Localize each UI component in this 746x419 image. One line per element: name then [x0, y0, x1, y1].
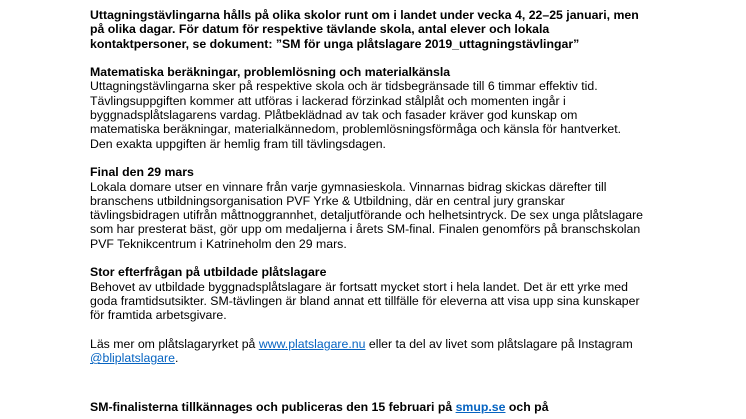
intro-paragraph — [90, 8, 730, 51]
section-math — [90, 65, 730, 151]
intro-line: Uttagningstävlingarna hålls på olika skolor runt om i landet under vecka 4, 22–25 januari, men — [90, 8, 639, 22]
instagram-link[interactable]: @bliplatslagare — [90, 351, 175, 366]
smup-link[interactable]: smup.se — [455, 400, 506, 414]
paragraph-line: för framtida arbetsgivare. — [90, 308, 227, 323]
announcement-prefix: SM-finalisterna tillkännages och publiceras den 15 februari på — [90, 400, 456, 414]
platslagare-link[interactable]: www.platslagare.nu — [258, 336, 366, 351]
section-heading: Final den 29 mars — [90, 165, 194, 180]
paragraph-line: Den exakta uppgiften är hemlig fram till tävlingsdagen. — [90, 136, 386, 151]
intro-line: kontaktpersoner, se dokument: ”SM för unga plåtslagare 2019_uttagningstävlingar” — [90, 36, 580, 51]
section-demand — [90, 265, 730, 322]
read-more-line — [90, 337, 730, 351]
announcement-line — [90, 400, 730, 414]
paragraph-line: matematiska beräkningar, materialkännedom, problemlösningsförmåga och känsla för hantverket. — [90, 122, 622, 137]
read-more-suffix: . — [174, 351, 179, 366]
read-more-paragraph — [90, 337, 730, 366]
paragraph-line: Tävlingsuppgiften kommer att utföras i lackerad förzinkad stålplåt och momenten ingår i — [90, 93, 566, 108]
paragraph-line: tävlingsbidragen utifrån måttnoggrannhet, detaljutförande och helhetsintryck. De sex unga plåtslagare — [90, 208, 644, 223]
section-heading: Stor efterfrågan på utbildade plåtslagare — [90, 265, 327, 280]
intro-line: på olika dagar. För datum för respektive tävlande skola, antal elever och lokala — [90, 22, 550, 37]
read-more-middle: eller ta del av livet som plåtslagare på Instagram — [365, 336, 633, 351]
paragraph-line: som har presterat bäst, gör upp om medaljerna i årets SM-final. Finalen genomförs på branschskolan — [90, 222, 641, 237]
paragraph-line: Behovet av utbildade byggnadsplåtslagare är fortsatt mycket stort i hela landet. Det är ett yrke med — [90, 279, 628, 294]
section-heading: Matematiska beräkningar, problemlösning och materialkänsla — [90, 65, 451, 80]
announcement-suffix: och på — [505, 400, 549, 414]
paragraph-line: goda framtidsutsikter. SM-tävlingen är bland annat ett tillfälle för eleverna att visa upp sina kunskaper — [90, 293, 640, 308]
paragraph-line: Lokala domare utser en vinnare från varje gymnasieskola. Vinnarnas bidrag skickas därefter till — [90, 179, 607, 194]
paragraph-line: PVF Teknikcentrum i Katrineholm den 29 mars. — [90, 236, 347, 251]
document-page — [90, 8, 730, 380]
read-more-line — [90, 351, 730, 365]
paragraph-line: byggnadsplåtslagarens vardag. Plåtbeklädnad av tak och fasader kräver god kunskap om — [90, 108, 578, 123]
paragraph-line: Uttagningstävlingarna sker på respektive skola och är tidsbegränsade till 6 timmar effektiv tid. — [90, 79, 598, 94]
read-more-prefix: Läs mer om plåtslagaryrket på — [90, 336, 259, 351]
section-final — [90, 165, 730, 251]
paragraph-line: branschens utbildningsorganisation PVF Yrke & Utbildning, där en central jury granskar — [90, 193, 565, 208]
